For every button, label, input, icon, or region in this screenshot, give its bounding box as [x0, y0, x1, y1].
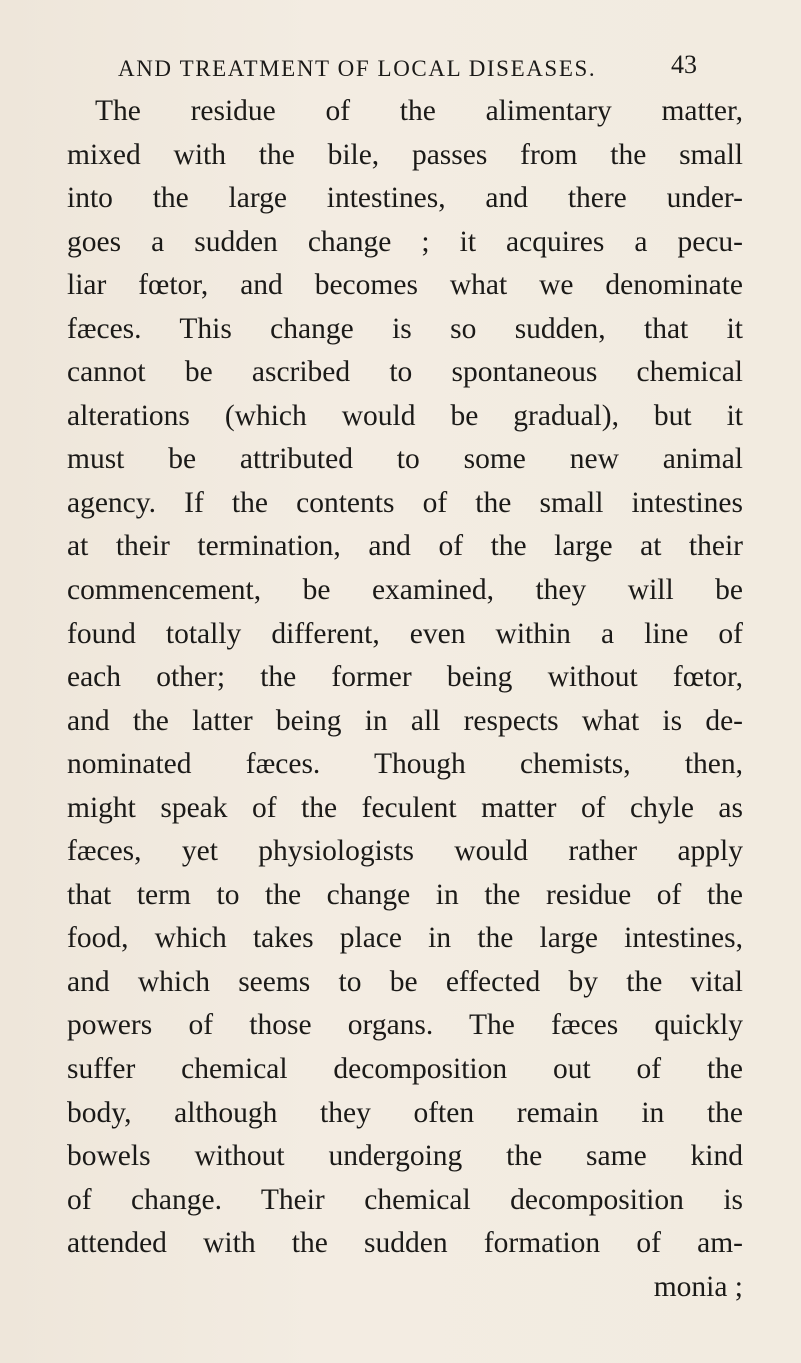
text-line: fæces, yet physiologists would rather apply: [67, 835, 743, 868]
text-line: that term to the change in the residue of the: [67, 878, 743, 911]
text-line: goes a sudden change ; it acquires a pecu-: [67, 225, 743, 258]
page-number: 43: [671, 50, 697, 79]
text-line: bowels without undergoing the same kind: [67, 1140, 743, 1173]
text-line: of change. Their chemical decomposition is: [67, 1183, 743, 1216]
text-line: must be attributed to some new animal: [67, 443, 743, 476]
text-line: nominated fæces. Though chemists, then,: [67, 748, 743, 781]
text-line: at their termination, and of the large at their: [67, 530, 743, 563]
text-line: The residue of the alimentary matter,: [95, 95, 743, 127]
text-line: food, which takes place in the large intestines,: [67, 922, 743, 955]
text-line: alterations (which would be gradual), but it: [67, 399, 743, 432]
text-line: and the latter being in all respects what is de-: [67, 704, 743, 737]
text-line: commencement, be examined, they will be: [67, 574, 743, 607]
text-line: agency. If the contents of the small intestines: [67, 486, 743, 519]
text-line: into the large intestines, and there under-: [67, 182, 743, 215]
text-line: liar fœtor, and becomes what we denominate: [67, 269, 743, 302]
text-line: each other; the former being without fœtor,: [67, 661, 743, 694]
text-line: suffer chemical decomposition out of the: [67, 1053, 743, 1086]
text-line: fæces. This change is so sudden, that it: [67, 312, 743, 345]
text-line: body, although they often remain in the: [67, 1096, 743, 1129]
text-line: powers of those organs. The fæces quickly: [67, 1009, 743, 1042]
text-line: monia ;: [653, 1270, 743, 1303]
text-line: attended with the sudden formation of am-: [67, 1227, 743, 1260]
text-line: might speak of the feculent matter of chyle as: [67, 791, 743, 824]
text-line: cannot be ascribed to spontaneous chemical: [67, 356, 743, 389]
text-line: found totally different, even within a line of: [67, 617, 743, 650]
text-line: mixed with the bile, passes from the small: [67, 138, 743, 171]
running-header: AND TREATMENT OF LOCAL DISEASES.: [118, 56, 597, 81]
paragraph: [67, 90, 743, 1309]
text-line: and which seems to be effected by the vital: [67, 965, 743, 998]
